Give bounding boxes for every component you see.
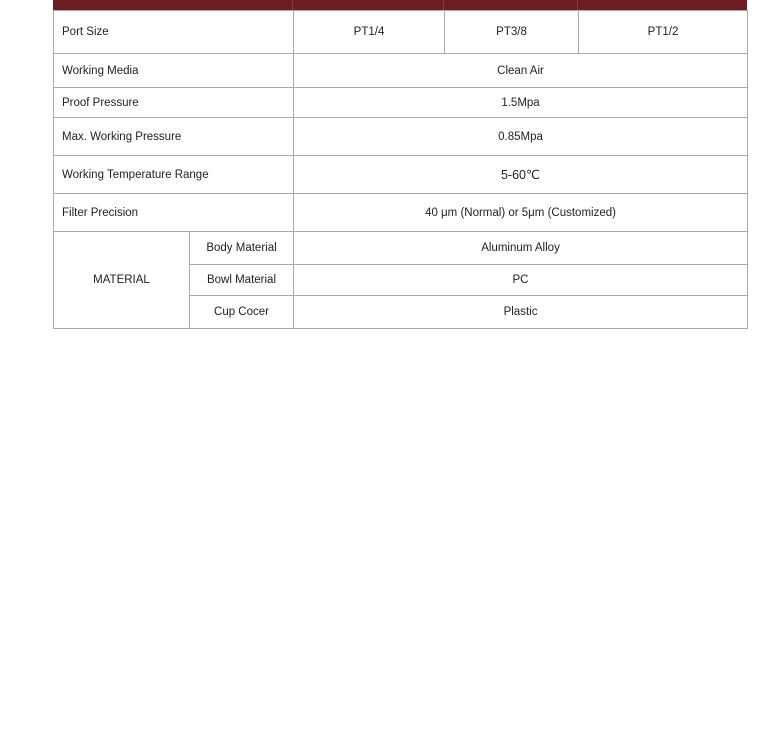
row-value: 1.5Mpa <box>294 88 748 118</box>
row-label: Filter Precision <box>54 194 294 232</box>
header-cell <box>293 0 444 10</box>
sub-row-label: Body Material <box>190 232 294 265</box>
spec-table-container <box>53 0 747 329</box>
spec-table <box>53 10 748 329</box>
header-cell <box>53 0 293 10</box>
table-row-max-working-pressure <box>54 118 748 156</box>
row-value: Clean Air <box>294 54 748 88</box>
sub-row-label: Bowl Material <box>190 265 294 296</box>
table-row-proof-pressure <box>54 88 748 118</box>
port-size-value: PT1/4 <box>294 11 445 54</box>
row-value: 40 μm (Normal) or 5μm (Customized) <box>294 194 748 232</box>
table-row-port-size <box>54 11 748 54</box>
table-row-filter-precision <box>54 194 748 232</box>
header-cell <box>444 0 578 10</box>
row-label: Max. Working Pressure <box>54 118 294 156</box>
header-cell <box>578 0 747 10</box>
table-row-working-media <box>54 54 748 88</box>
material-group-label: MATERIAL <box>54 232 190 329</box>
row-label: Port Size <box>54 11 294 54</box>
row-label: Working Temperature Range <box>54 156 294 194</box>
row-value: Plastic <box>294 296 748 329</box>
table-header-strip <box>53 0 747 10</box>
row-value: 0.85Mpa <box>294 118 748 156</box>
table-row-working-temperature <box>54 156 748 194</box>
sub-row-label: Cup Cocer <box>190 296 294 329</box>
row-value: PC <box>294 265 748 296</box>
row-value: Aluminum Alloy <box>294 232 748 265</box>
row-label: Working Media <box>54 54 294 88</box>
row-label: Proof Pressure <box>54 88 294 118</box>
row-value: 5-60℃ <box>294 156 748 194</box>
port-size-value: PT1/2 <box>579 11 748 54</box>
table-row-body-material <box>54 232 748 265</box>
port-size-value: PT3/8 <box>445 11 579 54</box>
